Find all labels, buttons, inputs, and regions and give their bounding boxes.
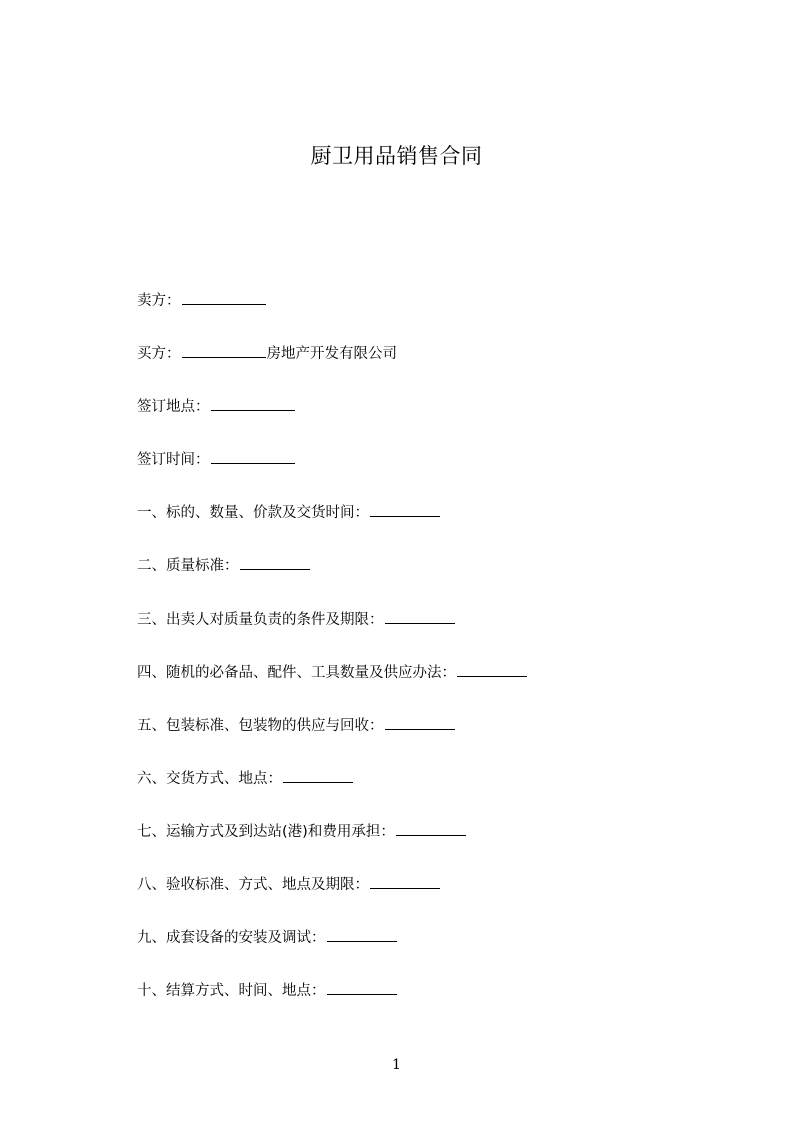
clause-7-line (137, 818, 697, 844)
clause-9-line (137, 924, 697, 950)
clause-9-blank (327, 924, 397, 942)
clause-5-blank (385, 712, 455, 730)
page-number: 1 (392, 1057, 401, 1073)
clause-2-blank (240, 552, 310, 570)
seller-label: 卖方： (137, 293, 181, 309)
clause-10-blank (327, 977, 397, 995)
document-title: 厨卫用品销售合同 (310, 144, 483, 168)
clause-10-label: 十、结算方式、时间、地点： (137, 983, 326, 1000)
buyer-blank (182, 340, 266, 358)
clause-2-line (137, 552, 697, 578)
clause-8-line (137, 871, 697, 897)
signing-place-label: 签订地点： (137, 399, 210, 416)
clause-3-line (137, 606, 697, 632)
clause-1-blank (370, 499, 440, 517)
signing-time-label: 签订时间： (137, 452, 210, 469)
signing-place-line (137, 393, 697, 419)
seller-blank (182, 287, 266, 305)
buyer-label: 买方： (137, 346, 181, 363)
clause-4-blank (457, 659, 527, 677)
clause-3-blank (385, 606, 455, 624)
clause-6-blank (283, 765, 353, 783)
clause-4-line (137, 659, 697, 685)
seller-line (137, 287, 697, 313)
clause-3-label: 三、出卖人对质量负责的条件及期限： (137, 611, 384, 628)
clause-6-label: 六、交货方式、地点： (137, 770, 282, 787)
clause-7-label: 七、运输方式及到达站(港)和费用承担： (137, 823, 395, 840)
buyer-suffix: 房地产开发有限公司 (266, 346, 397, 363)
clause-10-line (137, 977, 697, 1003)
signing-place-blank (211, 393, 295, 411)
clause-4-label: 四、随机的必备品、配件、工具数量及供应办法： (137, 664, 456, 681)
clause-9-label: 九、成套设备的安装及调试： (137, 930, 326, 947)
contract-fields (137, 287, 697, 1030)
clause-8-blank (370, 871, 440, 889)
signing-time-line (137, 446, 697, 472)
clause-8-label: 八、验收标准、方式、地点及期限： (137, 877, 369, 894)
signing-time-blank (211, 446, 295, 464)
clause-1-label: 一、标的、数量、价款及交货时间： (137, 505, 369, 522)
clause-2-label: 二、质量标准： (137, 558, 239, 575)
clause-6-line (137, 765, 697, 791)
clause-5-line (137, 712, 697, 738)
buyer-line (137, 340, 697, 366)
clause-5-label: 五、包装标准、包装物的供应与回收： (137, 717, 384, 734)
clause-7-blank (396, 818, 466, 836)
clause-1-line (137, 499, 697, 525)
